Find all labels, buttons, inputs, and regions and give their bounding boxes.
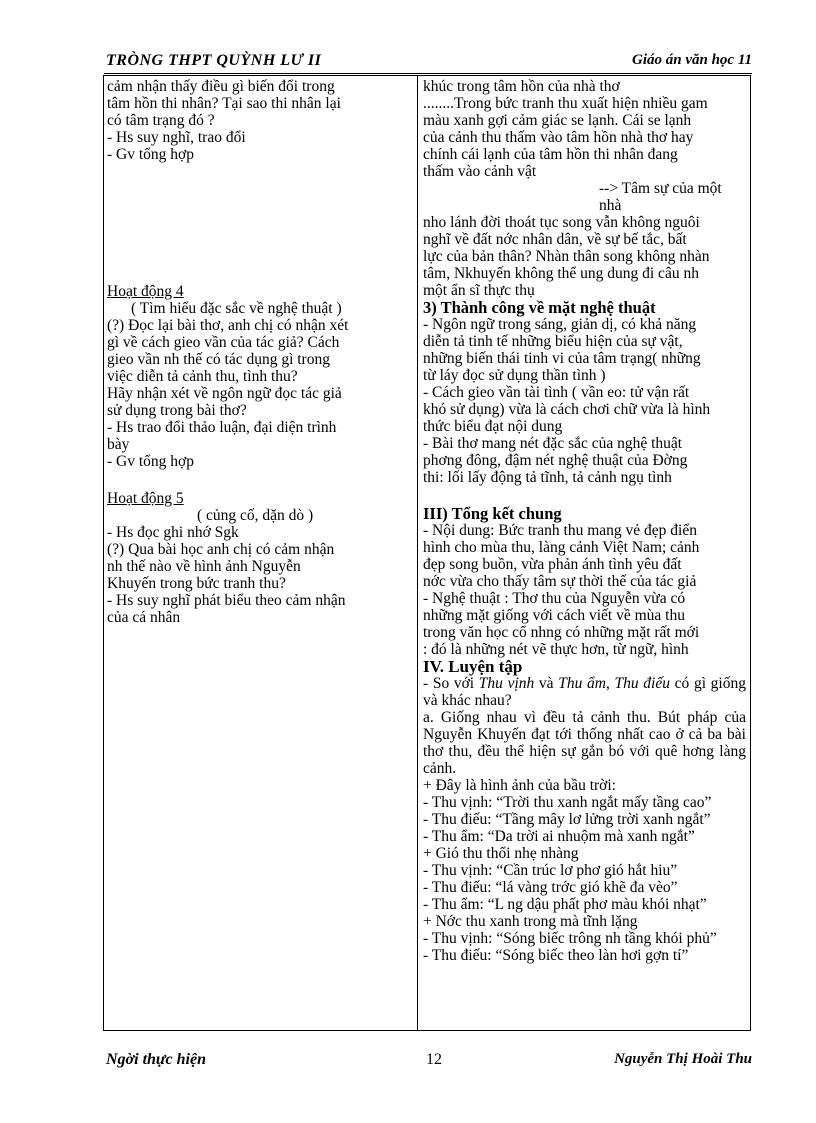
text-line: - Thu ẩm: “L ng dậu phất phơ màu khói nhạt” (423, 896, 707, 913)
poem-title-thu-dieu: Thu điếu (614, 675, 670, 692)
text-line: trong văn học cổ nhng có những mặt rất mới (423, 624, 700, 641)
lesson-table (103, 75, 751, 1031)
text-line: - Thu điếu: “Tầng mây lơ lửng trời xanh ngắt” (423, 811, 711, 828)
text-line: gì về cách gieo vần của tác giả? Cách (107, 334, 340, 351)
exercise-answer: a. Giống nhau vì đều tả cảnh thu. Bút pháp của Nguyễn Khuyến đạt tới thống nhất cao ở cả ba bài thơ thu, đều thể hiện sự gắn bó với quê hơng làng cảnh. (423, 709, 746, 777)
text-line: Hãy nhận xét về ngôn ngữ đọc tác giả (107, 385, 342, 402)
text-line: - Thu vịnh: “Sóng biếc trông nh tầng khói phủ” (423, 930, 717, 947)
text-line: + Nớc thu xanh trong mà tĩnh lặng (423, 913, 638, 930)
text-line: hình cho mùa thu, làng cảnh Việt Nam; cảnh (423, 539, 700, 556)
text-line: - Thu điếu: “Sóng biếc theo làn hơi gợn tí” (423, 947, 689, 964)
text-line: tâm hồn thi nhân? Tại sao thi nhân lại (107, 95, 341, 112)
text-line: bày (107, 436, 130, 453)
text-line: nghĩ về đất nớc nhân dân, về sự bế tắc, bất (423, 231, 687, 248)
text-line: - Hs suy nghĩ phát biểu theo cảm nhận (107, 592, 346, 609)
text-line: của cảnh thu thấm vào tâm hồn nhà thơ hay (423, 129, 694, 146)
text-line: một ẩn sĩ thực thụ (423, 282, 535, 299)
text-line: - Thu vịnh: “Cần trúc lơ phơ gió hắt hiu” (423, 862, 678, 879)
text-line: - Thu ẩm: “Da trời ai nhuộm mà xanh ngắt” (423, 828, 695, 845)
page-footer (104, 1047, 752, 1077)
text-line: : đó là những nét vẽ thực hơn, từ ngữ, hình (423, 641, 689, 658)
subject-title: Giáo án văn học 11 (631, 52, 752, 68)
text-line: những mặt giống với cách viết về mùa thu (423, 607, 685, 624)
text-line: (?) Qua bài học anh chị có cảm nhận (107, 541, 335, 558)
text-line: cảm nhận thấy điều gì biến đổi trong (107, 78, 335, 95)
text-line: chính cái lạnh của tâm hồn thi nhân đang (423, 146, 678, 163)
text-line: những biến thái tinh vi của tâm trạng( những (423, 350, 701, 367)
text-line: - Hs suy nghĩ, trao đổi (107, 129, 246, 146)
section-3-heading: 3) Thành công về mặt nghệ thuật (423, 298, 656, 317)
text-line: của cá nhân (107, 609, 181, 626)
text-line: tâm, Nkhuyến không thể ung dung đi câu nh (423, 265, 699, 282)
question-text: có gì giống và khác nhau? (423, 675, 746, 709)
text-line: - Cách gieo vần tài tình ( vần eo: tử vận rất (423, 384, 690, 401)
poem-title-thu-am: Thu ẩm (558, 675, 606, 692)
text-line: lực của bản thân? Nhàn thân song không nhàn (423, 248, 710, 265)
text-line: đẹp song buồn, vừa phản ánh tình yêu đất (423, 556, 682, 573)
question-text: - So với (423, 675, 479, 692)
text-line: phơng đông, đậm nét nghệ thuật của Đờng (423, 452, 688, 469)
text-line: thi: lối lấy động tả tĩnh, tả cảnh ngụ tình (423, 469, 672, 486)
text-line: - Ngôn ngữ trong sáng, giản dị, có khả năng (423, 316, 697, 333)
question-text: , (605, 675, 615, 692)
column-divider (417, 76, 418, 1030)
section-iii-heading: III) Tổng kết chung (423, 504, 562, 523)
text-line: - Thu vịnh: “Trời thu xanh ngắt mấy tầng cao” (423, 794, 712, 811)
lesson-content-column (423, 78, 746, 964)
teacher-student-activities-column (107, 78, 410, 626)
activity-4-title: Hoạt động 4 (107, 283, 184, 300)
performer-label: Ngời thực hiện (106, 1051, 206, 1068)
page-number: 12 (426, 1051, 442, 1068)
text-line: + Gió thu thổi nhẹ nhàng (423, 845, 579, 862)
text-line: (?) Đọc lại bài thơ, anh chị có nhận xét (107, 317, 349, 334)
arrow-line: --> Tâm sự của một nhà (599, 180, 722, 214)
text-line: + Đây là hình ảnh của bầu trời: (423, 777, 616, 794)
text-line: gieo vần nh thế có tác dụng gì trong (107, 351, 330, 368)
text-line: ........Trong bức tranh thu xuất hiện nhiều gam (423, 95, 708, 112)
text-line: nh thế nào về hình ảnh Nguyễn (107, 558, 301, 575)
text-line: - Gv tổng hợp (107, 146, 194, 163)
text-line: khúc trong tâm hồn của nhà thơ (423, 78, 620, 95)
activity-5-title: Hoạt động 5 (107, 490, 184, 507)
text-line: việc diễn tả cảnh thu, tình thu? (107, 368, 298, 385)
text-line: có tâm trạng đó ? (107, 112, 215, 129)
text-line: Khuyến trong bức tranh thu? (107, 575, 286, 592)
text-line: - Thu điếu: “lá vàng trớc gió khẽ đa vèo” (423, 879, 678, 896)
exercise-question (423, 675, 746, 709)
text-line: thức biểu đạt nội dung (423, 418, 563, 435)
text-line: thấm vào cảnh vật (423, 163, 537, 180)
text-line: sử dụng trong bài thơ? (107, 402, 247, 419)
text-line: màu xanh gợi cảm giác se lạnh. Cái se lạnh (423, 112, 692, 129)
author-name: Nguyễn Thị Hoài Thu (614, 1051, 752, 1067)
header-rule (104, 73, 752, 74)
poem-title-thu-vinh: Thu vịnh (478, 675, 535, 692)
text-line: - Nghệ thuật : Thơ thu của Nguyễn vừa có (423, 590, 686, 607)
text-line: nớc vừa cho thấy tâm sự thời thế của tác giả (423, 573, 697, 590)
text-line: - Nội dung: Bức tranh thu mang vẻ đẹp điển (423, 522, 697, 539)
school-name: TRÒNG THPT QUỲNH LƯ II (106, 52, 322, 69)
text-line: - Bài thơ mang nét đặc sắc của nghệ thuật (423, 435, 683, 452)
text-line: từ láy đọc sử dụng thần tình ) (423, 367, 606, 384)
text-line: khó sử dụng) vừa là cách chơi chữ vừa là hình (423, 401, 711, 418)
text-line: - Gv tổng hợp (107, 453, 194, 470)
section-iv-heading: IV. Luyện tập (423, 657, 523, 676)
page-header (104, 50, 752, 74)
question-text: và (534, 675, 559, 692)
activity-5-subtitle: ( củng cố, dặn dò ) (197, 507, 314, 524)
activity-4-subtitle: ( Tìm hiểu đặc sắc về nghệ thuật ) (131, 300, 342, 317)
text-line: - Hs đọc ghi nhớ Sgk (107, 524, 239, 541)
text-line: - Hs trao đổi thảo luận, đại diện trình (107, 419, 337, 436)
text-line: diễn tả tinh tế những biểu hiện của sự vật, (423, 333, 683, 350)
text-line: nho lánh đời thoát tục song vẫn không nguôi (423, 214, 700, 231)
